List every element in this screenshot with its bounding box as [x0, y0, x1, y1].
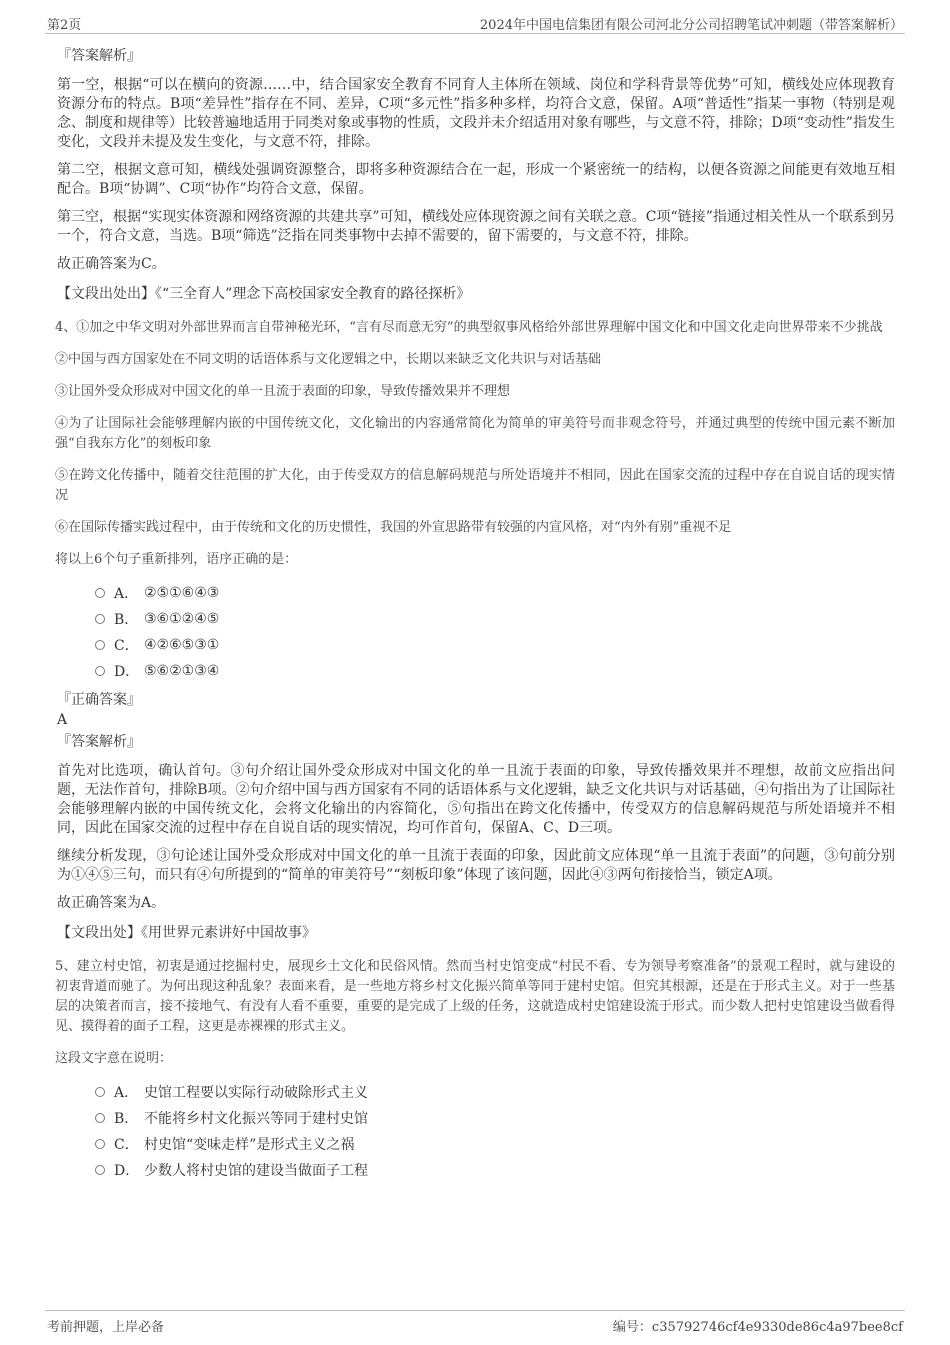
- source-citation: 【文段出处】《用世界元素讲好中国故事》: [57, 925, 316, 941]
- correct-answer-label: 『正确答案』: [57, 692, 141, 708]
- option-letter: C．: [114, 1137, 139, 1153]
- radio-icon[interactable]: [95, 588, 105, 598]
- option-letter: D．: [114, 664, 140, 680]
- analysis-paragraph: 第一空，根据“可以在横向的资源……中，结合国家安全教育不同育人主体所在领域、岗位和学科背景等优势”可知，横线处应体现教育资源分布的特点。B项“差异性”指存在不同、差异，C项“多元性”指多种多样，均符合文意，保留。A项“普适性”指某一事物（特别是观念、制度和规律等）比较普遍地适用于同类对象或事物的性质，文段并未介绍适用对象有哪些，与文意不符，排除；D项“变动性”指发生变化，文段并未提及发生变化，与文意不符，排除。: [57, 77, 895, 150]
- radio-icon[interactable]: [95, 1165, 105, 1175]
- page-header: [45, 12, 905, 34]
- question-sentence: 4、①加之中华文明对外部世界而言自带神秘光环，“言有尽而意无穷”的典型叙事风格给外部世界理解中国文化和中国文化走向世界带来不少挑战: [55, 320, 883, 335]
- question-sentence: ⑤在跨文化传播中，随着交往范围的扩大化，由于传受双方的信息解码规范与所处语境并不相同，因此在国家交流的过程中存在自说自话的现实情况: [55, 468, 895, 503]
- option-b[interactable]: [95, 1105, 895, 1131]
- option-text: ④②⑥⑤③①: [144, 637, 220, 653]
- option-text: ③⑥①②④⑤: [144, 611, 220, 627]
- question-sentence: ③让国外受众形成对中国文化的单一且流于表面的印象，导致传播效果并不理想: [55, 384, 511, 399]
- option-letter: A．: [114, 586, 139, 602]
- question-prompt: 将以上6个句子重新排列，语序正确的是：: [55, 552, 298, 567]
- question-sentence: ④为了让国际社会能够理解内嵌的中国传统文化，文化输出的内容通常简化为简单的审美符号而非观念符号，并通过典型的传统中国元素不断加强“自我东方化”的刻板印象: [55, 416, 895, 451]
- option-text: 村史馆“变味走样”是形式主义之祸: [144, 1137, 355, 1153]
- option-letter: B．: [114, 1111, 139, 1127]
- prev-question-analysis: [55, 46, 895, 304]
- analysis-conclusion: 故正确答案为A。: [57, 895, 166, 911]
- analysis-label: 『答案解析』: [57, 48, 141, 64]
- radio-icon[interactable]: [95, 1113, 105, 1123]
- option-text: ⑤⑥②①③④: [144, 663, 220, 679]
- option-a[interactable]: [95, 1079, 895, 1105]
- question-4: [55, 318, 895, 943]
- analysis-label: 『答案解析』: [57, 734, 141, 750]
- question-stem: 5、建立村史馆，初衷是通过挖掘村史，展现乡土文化和民俗风情。然而当村史馆变成“村民不看、专为领导考察准备”的景观工程时，就与建设的初衷背道而驰了。为何出现这种乱象？表面来看，是一些地方将乡村文化振兴简单等同于建村史馆。但究其根源，还是在于形式主义。对于一些基层的决策者而言，接不接地气、有没有人看不重要，重要的是完成了上级的任务，这就造成村史馆建设流于形式。而少数人把村史馆建设当做看得见、摸得着的面子工程，这更是赤裸裸的形式主义。: [55, 959, 895, 1034]
- radio-icon[interactable]: [95, 1087, 105, 1097]
- analysis-paragraph: 首先对比选项，确认首句。③句介绍让国外受众形成对中国文化的单一且流于表面的印象，导致传播效果并不理想，故前文应指出问题，无法作首句，排除B项。②句介绍中国与西方国家有不同的话语体系与文化逻辑，缺乏文化共识与对话基础，④句指出为了让国际社会能够理解内嵌的中国传统文化，会将文化输出的内容简化，⑤句指出在跨文化传播中，传受双方的信息解码规范与所处语境并不相同，因此在国家交流的过程中存在自说自话的现实情况，均可作首句，保留A、C、D三项。: [57, 763, 895, 836]
- question-5: [55, 957, 895, 1183]
- source-citation: 【文段出处出】《“三全育人”理念下高校国家安全教育的路径探析》: [57, 286, 471, 302]
- analysis-conclusion: 故正确答案为C。: [57, 256, 166, 272]
- radio-icon[interactable]: [95, 640, 105, 650]
- option-b[interactable]: [95, 606, 895, 632]
- answer-options: [95, 1079, 895, 1183]
- option-a[interactable]: [95, 580, 895, 606]
- analysis-paragraph: 继续分析发现，③句论述让国外受众形成对中国文化的单一且流于表面的印象，因此前文应体现“单一且流于表面”的问题，③句前分别为①④⑤三句，而只有④句所提到的“简单的审美符号”“刻板印象”体现了该问题，因此④③两句衔接恰当，锁定A项。: [57, 848, 895, 883]
- option-text: 不能将乡村文化振兴等同于建村史馆: [144, 1111, 368, 1127]
- option-d[interactable]: [95, 658, 895, 684]
- option-c[interactable]: [95, 632, 895, 658]
- option-text: 史馆工程要以实际行动破除形式主义: [144, 1085, 368, 1101]
- radio-icon[interactable]: [95, 1139, 105, 1149]
- answer-options: [95, 580, 895, 684]
- question-sentence: ⑥在国际传播实践过程中，由于传统和文化的历史惯性，我国的外宣思路带有较强的内宣风格，对“内外有别”重视不足: [55, 520, 732, 535]
- footer-slogan: 考前押题，上岸必备: [47, 1320, 165, 1335]
- analysis-paragraph: 第三空，根据“实现实体资源和网络资源的共建共享”可知，横线处应体现资源之间有关联之意。C项“链接”指通过相关性从一个联系到另一个，符合文意，当选。B项“筛选”泛指在同类事物中去掉不需要的，留下需要的，与文意不符，排除。: [57, 209, 895, 244]
- option-letter: B．: [114, 612, 139, 628]
- document-title: 2024年中国电信集团有限公司河北分公司招聘笔试冲刺题（带答案解析）: [479, 18, 903, 33]
- question-sentence: ②中国与西方国家处在不同文明的话语体系与文化逻辑之中，长期以来缺乏文化共识与对话基础: [55, 352, 602, 367]
- option-letter: A．: [114, 1085, 139, 1101]
- option-text: 少数人将村史馆的建设当做面子工程: [144, 1163, 368, 1179]
- radio-icon[interactable]: [95, 614, 105, 624]
- correct-answer: A: [57, 712, 68, 728]
- page-number: 第2页: [47, 18, 82, 33]
- question-prompt: 这段文字意在说明：: [55, 1051, 173, 1066]
- analysis-paragraph: 第二空，根据文意可知，横线处强调资源整合，即将多种资源结合在一起，形成一个紧密统一的结构，以便各资源之间能更有效地互相配合。B项“协调”、C项“协作”均符合文意，保留。: [57, 162, 895, 197]
- page-footer: [45, 1310, 905, 1334]
- option-letter: C．: [114, 638, 139, 654]
- radio-icon[interactable]: [95, 666, 105, 676]
- page-content: [55, 46, 895, 1189]
- document-code: 编号：c35792746cf4e9330de86c4a97bee8cf: [612, 1320, 903, 1335]
- option-text: ②⑤①⑥④③: [144, 585, 220, 601]
- option-c[interactable]: [95, 1131, 895, 1157]
- option-letter: D．: [114, 1163, 140, 1179]
- option-d[interactable]: [95, 1157, 895, 1183]
